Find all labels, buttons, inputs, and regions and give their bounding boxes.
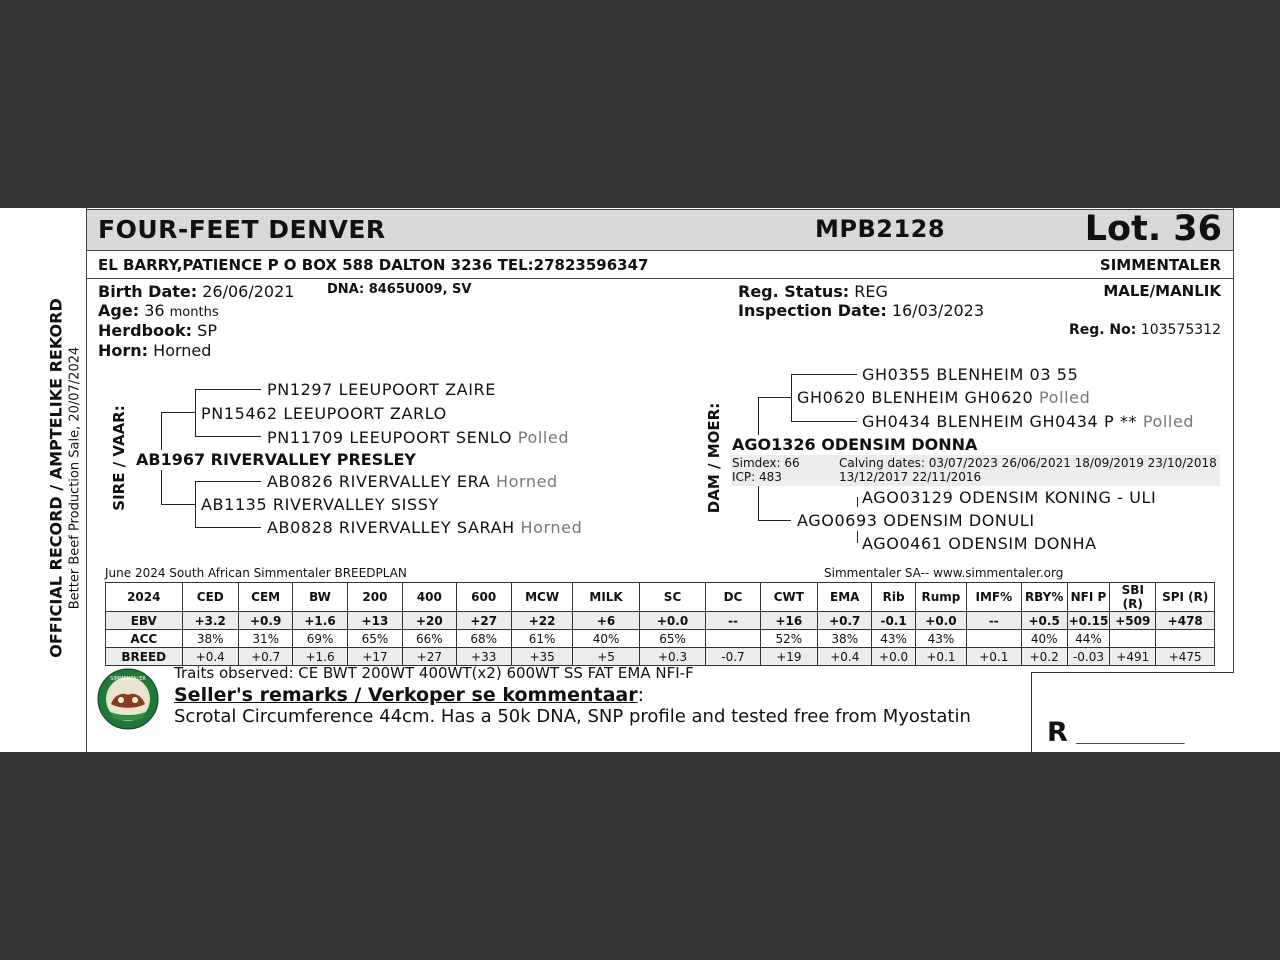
acc-cell: 43% xyxy=(915,630,966,648)
table-row-ebv xyxy=(106,612,1215,630)
sire-line-lower xyxy=(161,470,162,504)
animal-name: FOUR-FEET DENVER xyxy=(98,215,386,244)
acc-cell: 43% xyxy=(872,630,915,648)
acc-label: ACC xyxy=(106,630,183,648)
dd-bracket-bottom xyxy=(857,531,858,543)
dna-info: DNA: 8465U009, SV xyxy=(327,282,472,297)
remarks-text: Scrotal Circumference 44cm. Has a 50k DNA, SNP profile and tested free from Myostatin xyxy=(174,706,971,727)
dd-bracket-top xyxy=(857,497,858,507)
ebv-cell: -0.1 xyxy=(872,612,915,630)
acc-cell xyxy=(1110,630,1156,648)
breed-avg-cell: +35 xyxy=(511,648,572,666)
breed-avg-cell: +27 xyxy=(403,648,456,666)
ebv-label: EBV xyxy=(106,612,183,630)
acc-cell: 61% xyxy=(511,630,572,648)
svg-text:SIMMENTALER: SIMMENTALER xyxy=(110,676,146,682)
ebv-header-cell: MCW xyxy=(511,583,572,612)
ebv-header-label: 2024 xyxy=(106,583,183,612)
dam-dam: AGO0693 ODENSIM DONULI xyxy=(797,511,1035,530)
breedplan-table xyxy=(105,582,1215,666)
ebv-cell: +13 xyxy=(347,612,402,630)
sire-sire-dam: PN11709 LEEUPOORT SENLO Polled xyxy=(267,428,570,447)
price-currency: R xyxy=(1047,717,1068,748)
ebv-header-cell: BW xyxy=(293,583,347,612)
breed-avg-cell: +19 xyxy=(760,648,817,666)
breed-avg-cell: +33 xyxy=(456,648,511,666)
breed-avg-cell: +0.2 xyxy=(1021,648,1067,666)
table-row-acc xyxy=(106,630,1215,648)
owner-info: EL BARRY,PATIENCE P O BOX 588 DALTON 3236 TEL:27823596347 xyxy=(98,256,649,274)
birth-date: Birth Date: 26/06/2021 xyxy=(98,282,295,301)
calving-dates-2: 13/12/2017 22/11/2016 xyxy=(839,470,982,484)
table-header-row xyxy=(106,583,1215,612)
ebv-header-cell: 200 xyxy=(347,583,402,612)
ebv-cell: +27 xyxy=(456,612,511,630)
dam-sire-dam: GH0434 BLENHEIM GH0434 P ** Polled xyxy=(862,412,1195,431)
ebv-header-cell: SPI (R) xyxy=(1156,583,1215,612)
breed-avg-cell: +17 xyxy=(347,648,402,666)
dam-sire: GH0620 BLENHEIM GH0620 Polled xyxy=(797,388,1091,407)
table-row-breed xyxy=(106,648,1215,666)
ebv-header-cell: Rump xyxy=(915,583,966,612)
breed-avg-cell: +0.1 xyxy=(967,648,1021,666)
ebv-header-cell: CWT xyxy=(760,583,817,612)
sire-line-ss xyxy=(161,412,195,413)
ebv-cell: +20 xyxy=(403,612,456,630)
herdbook: Herdbook: SP xyxy=(98,321,217,340)
ds-bracket xyxy=(791,374,792,421)
ebv-header-cell: CEM xyxy=(238,583,292,612)
ebv-cell: -- xyxy=(967,612,1021,630)
ebv-cell: -- xyxy=(706,612,760,630)
acc-cell: 68% xyxy=(456,630,511,648)
ebv-header-cell: SBI (R) xyxy=(1110,583,1156,612)
dam-dam-sire: AGO03129 ODENSIM KONING - ULI xyxy=(862,488,1157,507)
acc-cell: 40% xyxy=(1021,630,1067,648)
sire-line-sd xyxy=(161,504,195,505)
ebv-header-cell: MILK xyxy=(573,583,639,612)
ebv-cell: +0.5 xyxy=(1021,612,1067,630)
sire-dam-sire: AB0826 RIVERVALLEY ERA Horned xyxy=(267,472,558,491)
breed-avg-cell: +491 xyxy=(1110,648,1156,666)
acc-cell: 31% xyxy=(238,630,292,648)
sex: MALE/MANLIK xyxy=(1103,282,1221,300)
sale-label: Better Beef Production Sale, 20/07/2024 xyxy=(67,346,83,610)
official-record-label: OFFICIAL RECORD / AMPTELIKE REKORD xyxy=(46,298,66,658)
ebv-header-cell: IMF% xyxy=(967,583,1021,612)
ds-line-top xyxy=(791,374,857,375)
sire-dam-dam: AB0828 RIVERVALLEY SARAH Horned xyxy=(267,518,583,537)
acc-cell xyxy=(1156,630,1215,648)
dam-line-ds xyxy=(758,397,791,398)
sire-label: SIRE / VAAR: xyxy=(110,405,128,511)
ebv-cell: +22 xyxy=(511,612,572,630)
breedplan-caption: June 2024 South African Simmentaler BREEDPLAN xyxy=(105,566,407,580)
breed-avg-cell: +0.1 xyxy=(915,648,966,666)
traits-observed: Traits observed: CE BWT 200WT 400WT(x2) 600WT SS FAT EMA NFI-F xyxy=(174,664,694,682)
remarks-heading: Seller's remarks / Verkoper se kommentaar: xyxy=(174,684,645,706)
acc-cell: 65% xyxy=(347,630,402,648)
breed-avg-cell: -0.03 xyxy=(1067,648,1109,666)
ebv-cell: +1.6 xyxy=(293,612,347,630)
dam-line-upper xyxy=(758,397,759,435)
society-caption: Simmentaler SA-- www.simmentaler.org xyxy=(824,566,1064,580)
acc-cell xyxy=(967,630,1021,648)
calving-dates-1: Calving dates: 03/07/2023 26/06/2021 18/09/2019 23/10/2018 xyxy=(839,456,1217,470)
ebv-header-cell: 400 xyxy=(403,583,456,612)
reg-status: Reg. Status: REG xyxy=(738,282,888,301)
sire-sire-sire: PN1297 LEEUPOORT ZAIRE xyxy=(267,380,496,399)
ss-bracket xyxy=(195,389,196,436)
acc-cell: 52% xyxy=(760,630,817,648)
breed-avg-cell: +0.0 xyxy=(872,648,915,666)
acc-cell: 40% xyxy=(573,630,639,648)
ebv-cell: +0.0 xyxy=(639,612,705,630)
breed-avg-cell: +475 xyxy=(1156,648,1215,666)
breed-avg-cell: +0.3 xyxy=(639,648,705,666)
ebv-header-cell: Rib xyxy=(872,583,915,612)
ebv-header-cell: 600 xyxy=(456,583,511,612)
ebv-header-cell: DC xyxy=(706,583,760,612)
acc-cell: 66% xyxy=(403,630,456,648)
ebv-cell: +478 xyxy=(1156,612,1215,630)
horn: Horn: Horned xyxy=(98,341,212,360)
ebv-cell: +16 xyxy=(760,612,817,630)
ds-line-bottom xyxy=(791,421,857,422)
reg-number: Reg. No: 103575312 xyxy=(1068,322,1221,338)
sd-line-bottom xyxy=(195,527,261,528)
ebv-cell: +6 xyxy=(573,612,639,630)
ss-line-top xyxy=(195,389,261,390)
lot-number: Lot. 36 xyxy=(1084,209,1222,249)
breed-avg-cell: +5 xyxy=(573,648,639,666)
ebv-header-cell: RBY% xyxy=(1021,583,1067,612)
ebv-header-cell: CED xyxy=(182,583,238,612)
ss-line-bottom xyxy=(195,436,261,437)
ebv-cell: +0.15 xyxy=(1068,613,1109,628)
breed-avg-cell: +1.6 xyxy=(293,648,347,666)
ebv-header-cell: EMA xyxy=(818,583,872,612)
simdex: Simdex: 66 xyxy=(732,456,800,470)
inspection-date: Inspection Date: 16/03/2023 xyxy=(738,301,985,320)
breed-avg-cell: +0.7 xyxy=(238,648,292,666)
ebv-cell: +0.7 xyxy=(818,612,872,630)
acc-cell: 38% xyxy=(182,630,238,648)
acc-cell: 44% xyxy=(1067,630,1109,648)
ebv-header-cell: NFI P xyxy=(1067,583,1109,612)
breed-avg-cell: +0.4 xyxy=(818,648,872,666)
age: Age: 36 months xyxy=(98,301,219,320)
icp: ICP: 483 xyxy=(732,470,782,484)
dam-name: AGO1326 ODENSIM DONNA xyxy=(732,435,978,454)
acc-cell: 65% xyxy=(639,630,705,648)
breed-avg-cell: -0.7 xyxy=(706,648,760,666)
sire-sire: PN15462 LEEUPOORT ZARLO xyxy=(201,404,447,423)
ebv-cell: +509 xyxy=(1110,612,1156,630)
sire-dam: AB1135 RIVERVALLEY SISSY xyxy=(201,495,439,514)
acc-cell: 69% xyxy=(293,630,347,648)
ebv-cell: +0.0 xyxy=(915,612,966,630)
acc-cell: 38% xyxy=(818,630,872,648)
acc-cell xyxy=(706,630,760,648)
ebv-cell: +0.9 xyxy=(238,612,292,630)
breed-name: SIMMENTALER xyxy=(1099,256,1221,274)
ebv-cell: +3.2 xyxy=(182,612,238,630)
simmentaler-logo-icon xyxy=(97,668,159,730)
dam-label: DAM / MOER: xyxy=(705,402,723,514)
sd-bracket xyxy=(195,481,196,527)
dam-dam-dam: AGO0461 ODENSIM DONHA xyxy=(862,534,1097,553)
ebv-header-cell: SC xyxy=(639,583,705,612)
dam-sire-sire: GH0355 BLENHEIM 03 55 xyxy=(862,365,1079,384)
sire-name: AB1967 RIVERVALLEY PRESLEY xyxy=(136,450,416,469)
dam-line-lower xyxy=(758,486,759,520)
breed-avg-cell: +0.4 xyxy=(182,648,238,666)
sd-line-top xyxy=(195,481,261,482)
animal-id: MPB2128 xyxy=(815,215,946,243)
dam-line-dd xyxy=(758,520,791,521)
sire-line-upper xyxy=(161,412,162,450)
breed-avg-label: BREED xyxy=(106,648,183,666)
price-blank-line[interactable]: __________________ xyxy=(1076,730,1184,745)
